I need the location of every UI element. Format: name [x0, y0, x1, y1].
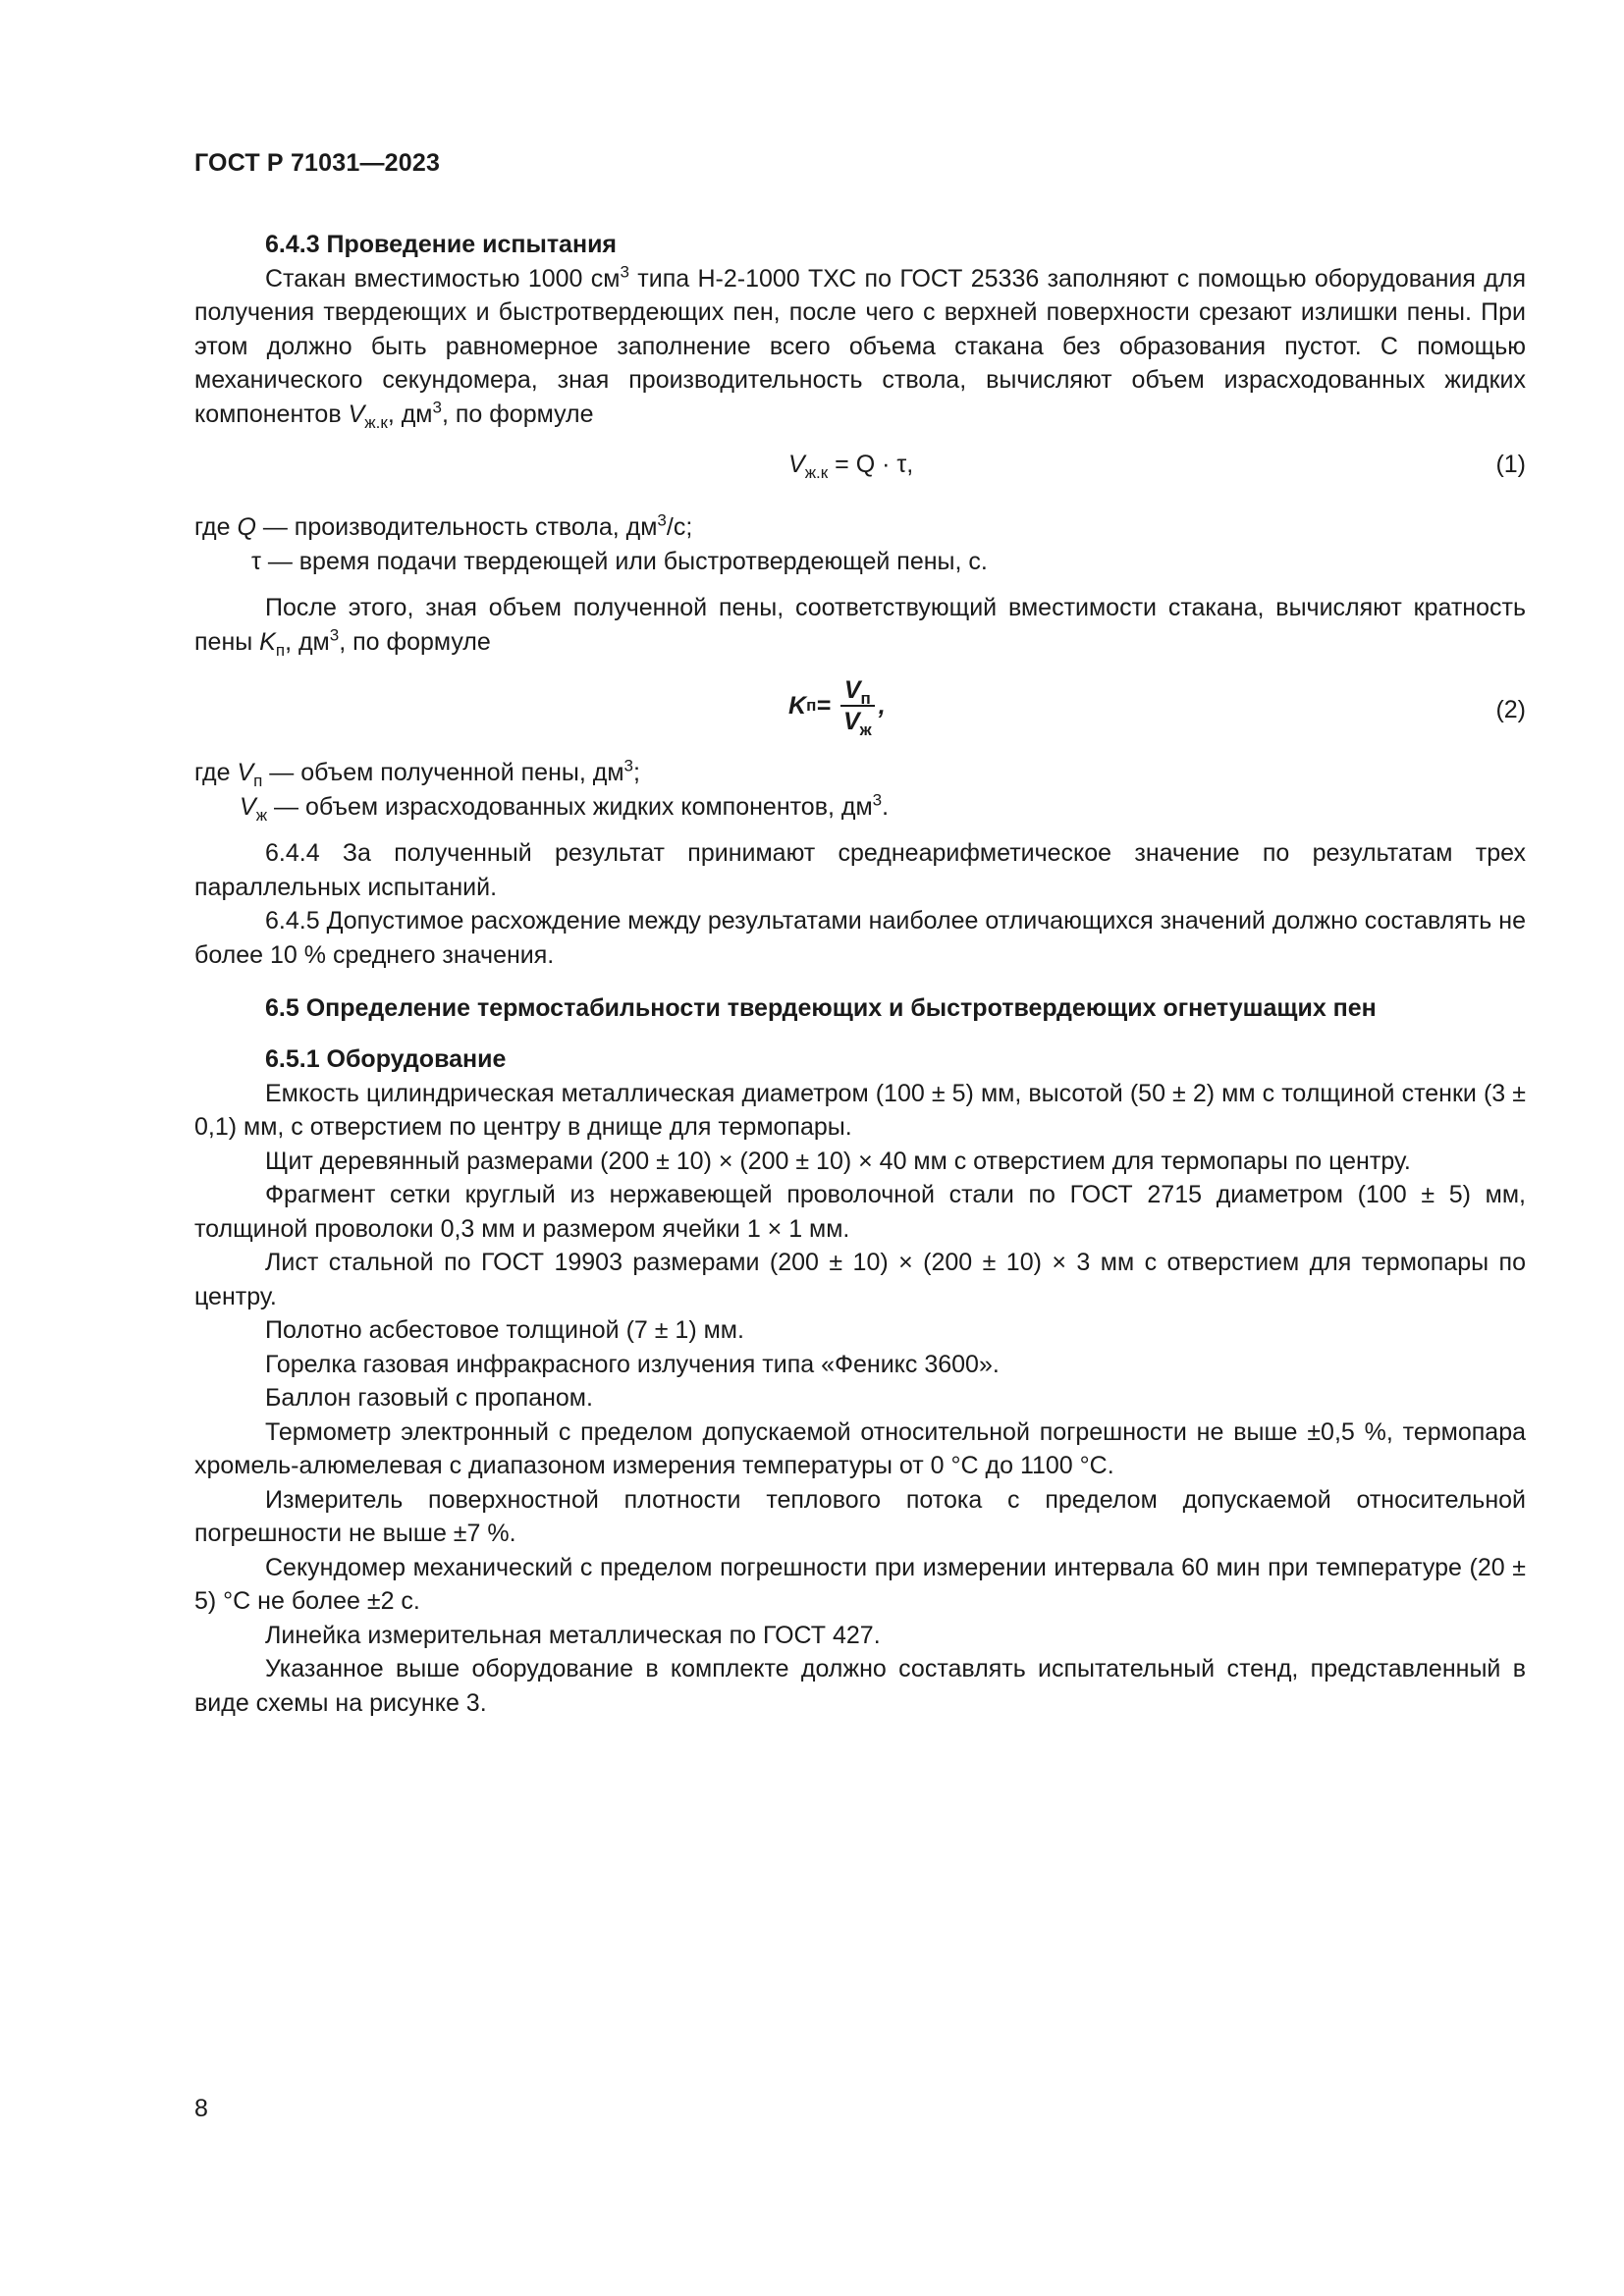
section-6-4-4-5	[194, 836, 1526, 972]
fraction: $\frac{V_п}{V_ж}$	[840, 675, 875, 736]
where-item: $V_ж$ — объем израсходованных жидких компонентов, $дм^3$.	[240, 790, 890, 825]
formula-2: K п = $\frac{V_п}{V_ж}$ , (2)	[788, 676, 1526, 739]
equipment-item: Баллон газовый с пропаном.	[265, 1384, 593, 1412]
paragraph: После этого, зная объем полученной пены, соответствующий вместимости стакана, вычисляют кратность пены $K_п$, $дм^3$, по формуле	[194, 594, 1526, 660]
equation-number: (1)	[1495, 451, 1526, 478]
where-item: где $V_п$ — объем полученной пены, $дм^3$;	[194, 756, 640, 790]
section-6-4-3	[194, 228, 1526, 431]
equipment-item: Лист стальной по ГОСТ 19903 размерами (200 ± 10) × (200 ± 10) × 3 мм с отверстием для термопары по центру.	[194, 1249, 1526, 1310]
equipment-item: Секундомер механический с пределом погрешности при измерении интервала 60 мин при температуре (20 ± 5) °С не более ±2 с.	[194, 1553, 1526, 1615]
equipment-item: Линейка измерительная металлическая по ГОСТ 427.	[265, 1621, 881, 1649]
equation-number: (2)	[1495, 696, 1526, 723]
where-item: где Q — производительность ствола, $дм^3/с$;	[194, 510, 693, 541]
equipment-item: Термометр электронный с пределом допускаемой относительной погрешности не выше ±0,5 %, термопара хромель-алюмелевая с диапазоном измерения температуры от 0 °С до 1100 °С.	[194, 1417, 1526, 1479]
equipment-item: Емкость цилиндрическая металлическая диаметром (100 ± 5) мм, высотой (50 ± 2) мм с толщиной стенки (3 ± 0,1) мм, с отверстием по центру в днище для термопары.	[194, 1079, 1526, 1141]
where-list-1	[194, 510, 1526, 578]
section-heading: 6.4.3 Проведение испытания	[265, 231, 618, 258]
equipment-item: Измеритель поверхностной плотности теплового потока с пределом допускаемой относительной погрешности не выше ±7 %.	[194, 1485, 1526, 1547]
page-number: 8	[194, 2095, 208, 2122]
paragraph: 6.4.4 За полученный результат принимают среднеарифметическое значение по результатам трех параллельных испытаний.	[194, 839, 1526, 901]
document-header: ГОСТ Р 71031—2023	[194, 149, 441, 177]
equipment-item: Горелка газовая инфракрасного излучения типа «Феникс 3600».	[265, 1350, 1000, 1378]
paragraph: Стакан вместимостью 1000 $см^3$ типа Н-2-1000 ТХС по ГОСТ 25336 заполняют с помощью оборудования для получения твердеющих и быстротвердеющих пен, после чего с верхней поверхности срезают излишки пены. При этом должно быть равномерное заполнение всего объема стакана без образования пустот. С помощью механического секундомера, зная производительность ствола, вычисляют объем израсходованных жидких компонентов $V_{ж.к}$, $дм^3$, по формуле	[194, 262, 1526, 432]
where-item: τ — время подачи твердеющей или быстротвердеющей пены, с.	[251, 547, 988, 575]
formula-1: $V_{ж.к} = Q \cdot \tau$, (1)	[194, 448, 1526, 487]
section-6-5-1	[194, 1042, 1526, 1720]
equipment-item: Указанное выше оборудование в комплекте должно составлять испытательный стенд, представленный в виде схемы на рисунке 3.	[194, 1655, 1526, 1717]
paragraph-2	[194, 591, 1526, 659]
section-6-5	[194, 991, 1526, 1026]
where-list-2	[194, 756, 1526, 824]
paragraph: 6.4.5 Допустимое расхождение между результатами наиболее отличающихся значений должно составлять не более 10 % среднего значения.	[194, 907, 1526, 969]
equipment-item: Щит деревянный размерами (200 ± 10) × (200 ± 10) × 40 мм с отверстием для термопары по центру.	[265, 1147, 1411, 1175]
section-heading: 6.5.1 Оборудование	[265, 1045, 507, 1073]
equipment-item: Полотно асбестовое толщиной (7 ± 1) мм.	[265, 1316, 744, 1344]
section-heading: 6.5 Определение термостабильности твердеющих и быстротвердеющих огнетушащих пен	[265, 994, 1377, 1022]
equipment-item: Фрагмент сетки круглый из нержавеющей проволочной стали по ГОСТ 2715 диаметром (100 ± 5) мм, толщиной проволоки 0,3 мм и размером ячейки 1 × 1 мм.	[194, 1181, 1526, 1243]
